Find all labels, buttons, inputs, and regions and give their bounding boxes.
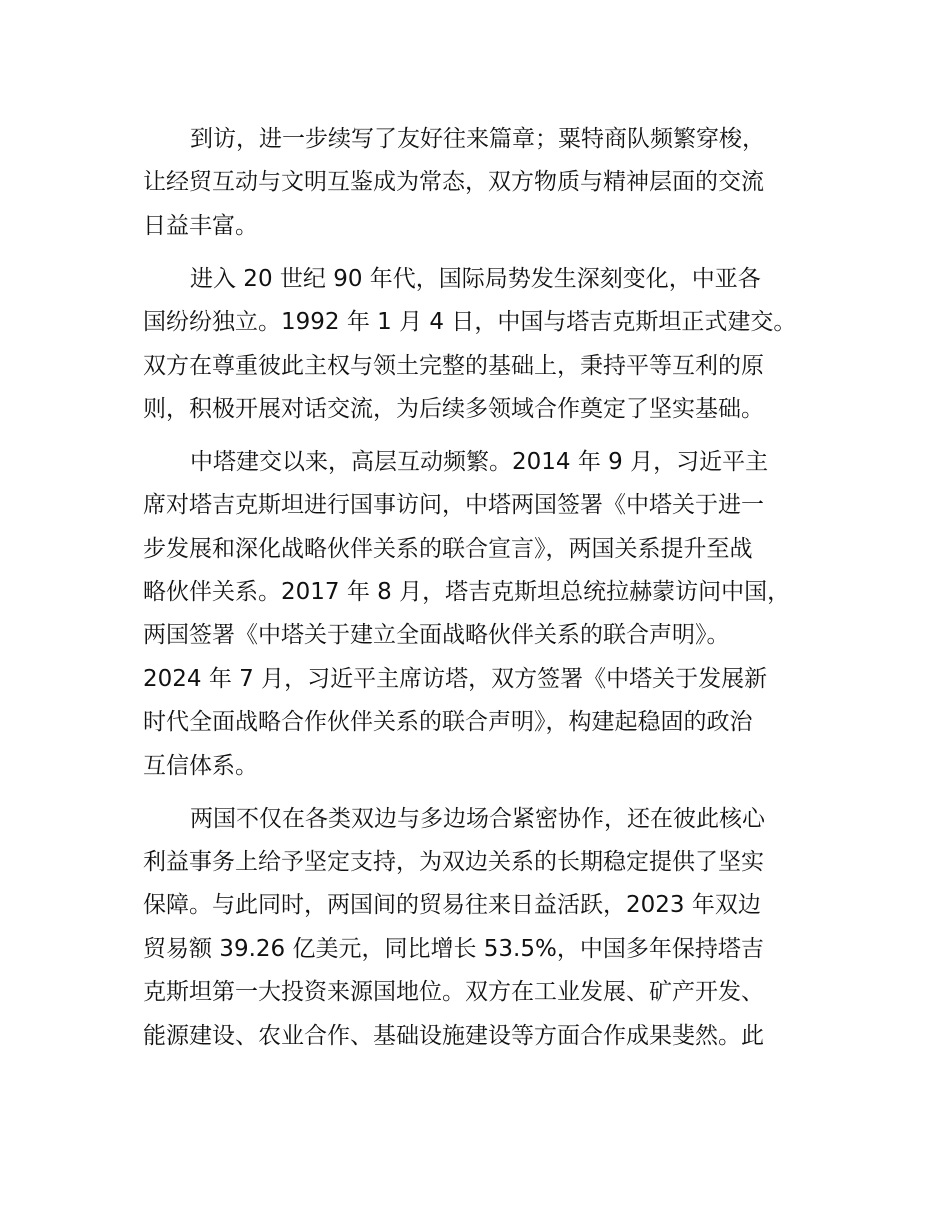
text-line: 互信体系。 xyxy=(143,752,258,779)
text-line: 时代全面战略合作伙伴关系的联合声明》，构建起稳固的政治 xyxy=(143,709,753,736)
text-line: 2024 年 7 月，习近平主席访塔，双方签署《中塔关于发展新 xyxy=(143,665,768,692)
text-line: 保障。与此同时，两国间的贸易往来日益活跃，2023 年双边 xyxy=(143,892,761,919)
text-line: 两国签署《中塔关于建立全面战略伙伴关系的联合声明》。 xyxy=(143,622,730,649)
text-line: 席对塔吉克斯坦进行国事访问，中塔两国签署《中塔关于进一 xyxy=(143,492,764,519)
paragraph-2 xyxy=(143,258,843,432)
text-line: 让经贸互动与文明互鉴成为常态，双方物质与精神层面的交流 xyxy=(143,169,764,196)
paragraph-1 xyxy=(143,118,843,248)
text-line: 进入 20 世纪 90 年代，国际局势发生深刻变化，中亚各 xyxy=(190,265,761,292)
document-page xyxy=(143,118,843,1068)
text-line: 两国不仅在各类双边与多边场合紧密协作，还在彼此核心 xyxy=(190,805,765,832)
text-line: 贸易额 39.26 亿美元，同比增长 53.5%，中国多年保持塔吉 xyxy=(143,935,764,962)
text-line: 日益丰富。 xyxy=(143,212,258,239)
text-line: 略伙伴关系。2017 年 8 月，塔吉克斯坦总统拉赫蒙访问中国， xyxy=(143,579,791,606)
text-line: 利益事务上给予坚定支持，为双边关系的长期稳定提供了坚实 xyxy=(143,849,764,876)
text-line: 中塔建交以来，高层互动频繁。2014 年 9 月，习近平主 xyxy=(190,448,769,475)
text-line: 能源建设、农业合作、基础设施建设等方面合作成果斐然。此 xyxy=(143,1022,764,1049)
text-line: 步发展和深化战略伙伴关系的联合宣言》，两国关系提升至战 xyxy=(143,535,753,562)
text-line: 到访，进一步续写了友好往来篇章；粟特商队频繁穿梭， xyxy=(190,126,765,152)
text-line: 克斯坦第一大投资来源国地位。双方在工业发展、矿产开发、 xyxy=(143,979,764,1006)
text-line: 则，积极开展对话交流，为后续多领域合作奠定了坚实基础。 xyxy=(143,395,764,422)
paragraph-3 xyxy=(143,441,843,788)
paragraph-4 xyxy=(143,798,843,1058)
text-line: 国纷纷独立。1992 年 1 月 4 日，中国与塔吉克斯坦正式建交。 xyxy=(143,309,797,336)
text-line: 双方在尊重彼此主权与领土完整的基础上，秉持平等互利的原 xyxy=(143,352,764,379)
